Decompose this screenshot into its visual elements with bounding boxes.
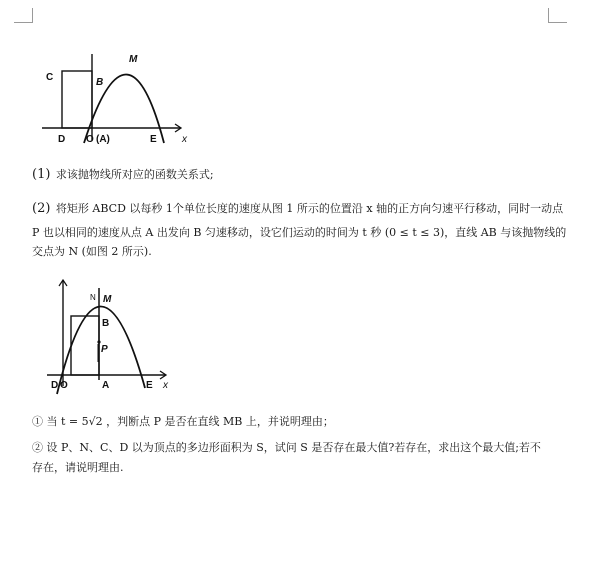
fig2-rectangle-abcd	[71, 316, 99, 375]
subquestion-1-text: 当 t = 5√2 ，判断点 P 是否在直线 MB 上，并说明理由；	[46, 415, 334, 428]
subquestion-2-text-line-1: 设 P、N、C、D 以为顶点的多边形面积为 S，试问 S 是否存在最大值?若存在，求出这个最大值;若不	[46, 441, 541, 454]
figure-1	[40, 48, 200, 148]
fig1-rectangle-abcd	[62, 71, 92, 128]
fig1-label-a: (A)	[96, 134, 110, 145]
subquestion-2-marker: ②	[32, 441, 43, 454]
fig1-label-b: B	[96, 77, 104, 88]
subquestion-2-line-1	[32, 441, 541, 455]
fig1-label-e: E	[150, 134, 157, 145]
fig2-label-a: A	[102, 380, 110, 391]
fig1-label-c: C	[46, 72, 54, 83]
fig2-label-p: P	[101, 344, 108, 355]
subquestion-1	[32, 415, 334, 429]
fig2-label-n: N	[90, 293, 96, 302]
question-1-number: (1)	[32, 167, 51, 182]
question-2-text-line-1: 将矩形 ABCD 以每秒 1个单位长度的速度从图 1 所示的位置沿 x 轴的正方向匀速平行移动，同时一动点	[55, 202, 564, 215]
fig2-label-o: O	[60, 380, 68, 391]
fig2-label-m: M	[103, 294, 112, 305]
fig1-label-m: M	[129, 54, 138, 65]
page-corner-mark-left	[14, 8, 33, 23]
fig2-label-b: B	[102, 318, 110, 329]
question-2-number: (2)	[32, 201, 51, 216]
question-2-line-2: P 也以相同的速度从点 A 出发向 B 匀速移动，设它们运动的时间为 t 秒 (0 ≤ t ≤ 3)，直线 AB 与该抛物线的	[32, 226, 567, 239]
fig2-label-x: x	[163, 380, 168, 391]
figure-2	[45, 276, 180, 398]
subquestion-2-line-2: 存在，请说明理由.	[32, 461, 124, 474]
question-1-text: 求该抛物线所对应的函数关系式;	[55, 168, 214, 181]
fig1-label-o: O	[86, 134, 94, 145]
fig2-label-e: E	[146, 380, 153, 391]
subquestion-1-marker: ①	[32, 415, 43, 428]
question-2-line-3: 交点为 N (如图 2 所示).	[32, 245, 152, 258]
fig2-label-d: D	[51, 380, 59, 391]
fig1-label-d: D	[58, 134, 66, 145]
page-corner-mark-right	[548, 8, 567, 23]
fig1-label-x: x	[182, 134, 187, 145]
question-2-line-1	[32, 202, 563, 216]
question-1	[32, 168, 214, 182]
